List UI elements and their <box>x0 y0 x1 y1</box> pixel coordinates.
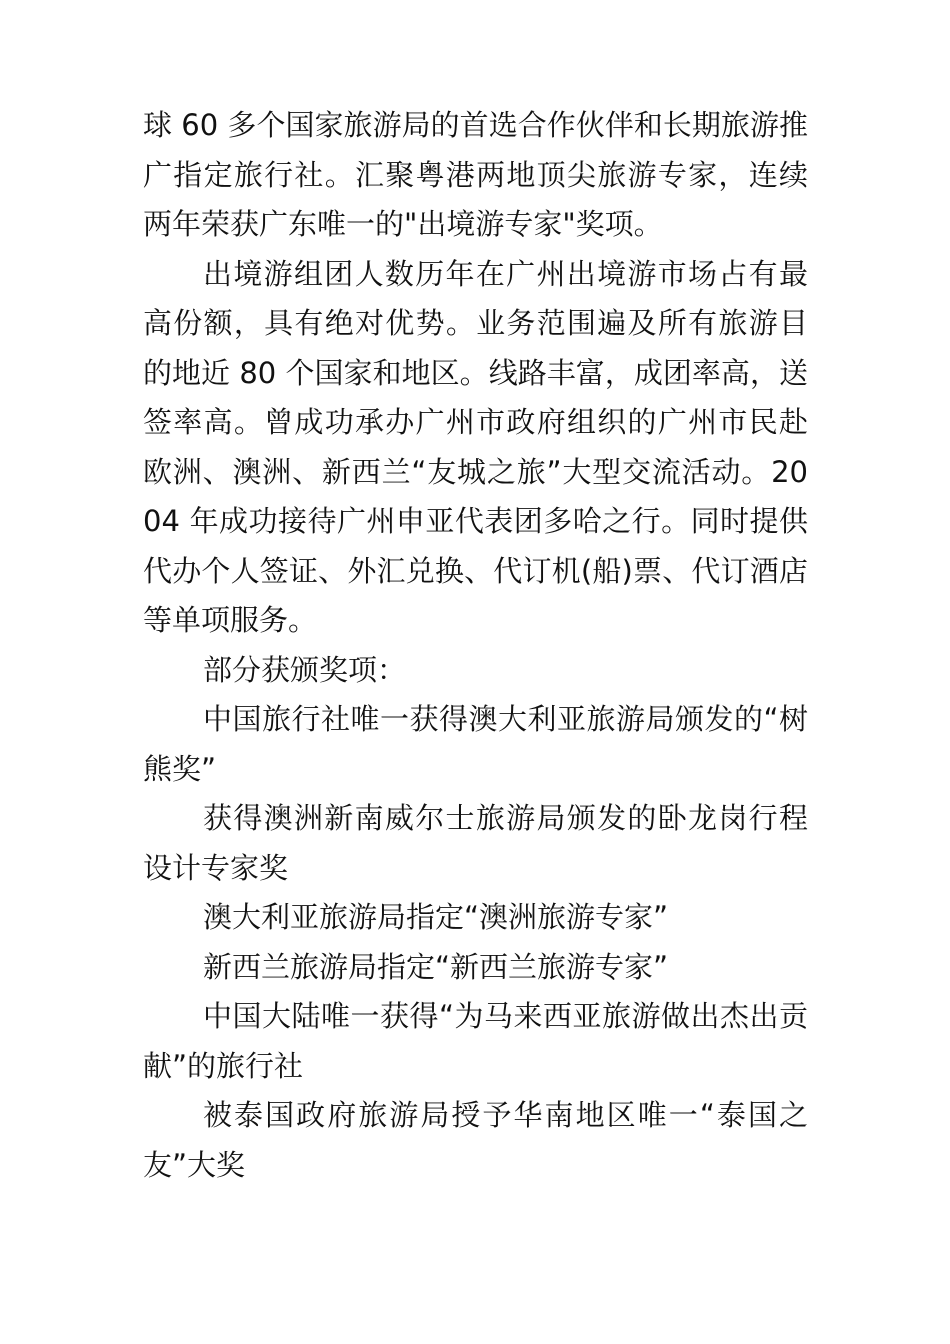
paragraph-intro-continued: 球 60 多个国家旅游局的首选合作伙伴和长期旅游推广指定旅行社。汇聚粤港两地顶尖旅游专家，连续两年荣获广东唯一的"出境游专家"奖项。 <box>143 108 808 241</box>
paragraph-outbound-tours: 出境游组团人数历年在广州出境游市场占有最高份额，具有绝对优势。业务范围遍及所有旅游目的地近 80 个国家和地区。线路丰富，成团率高，送签率高。曾成功承办广州市政府组织的广州市民赴欧洲、澳洲、新西兰“友城之旅”大型交流活动。2004 年成功接待广州申亚代表团多哈之行。同时提供代办个人签证、外汇兑换、代订机(船)票、代订酒店等单项服务。 <box>143 256 808 637</box>
document-body <box>143 101 808 1190</box>
award-item-thailand: 被泰国政府旅游局授予华南地区唯一“泰国之友”大奖 <box>143 1098 808 1182</box>
award-item-wollongong: 获得澳洲新南威尔士旅游局颁发的卧龙岗行程设计专家奖 <box>143 801 808 885</box>
award-item-new-zealand-expert: 新西兰旅游局指定“新西兰旅游专家” <box>203 949 669 984</box>
award-item-koala: 中国旅行社唯一获得澳大利亚旅游局颁发的“树熊奖” <box>143 702 808 786</box>
paragraph-awards-heading: 部分获颁奖项： <box>203 652 407 687</box>
award-item-australia-expert: 澳大利亚旅游局指定“澳洲旅游专家” <box>203 900 669 934</box>
award-item-malaysia: 中国大陆唯一获得“为马来西亚旅游做出杰出贡献”的旅行社 <box>143 999 808 1083</box>
